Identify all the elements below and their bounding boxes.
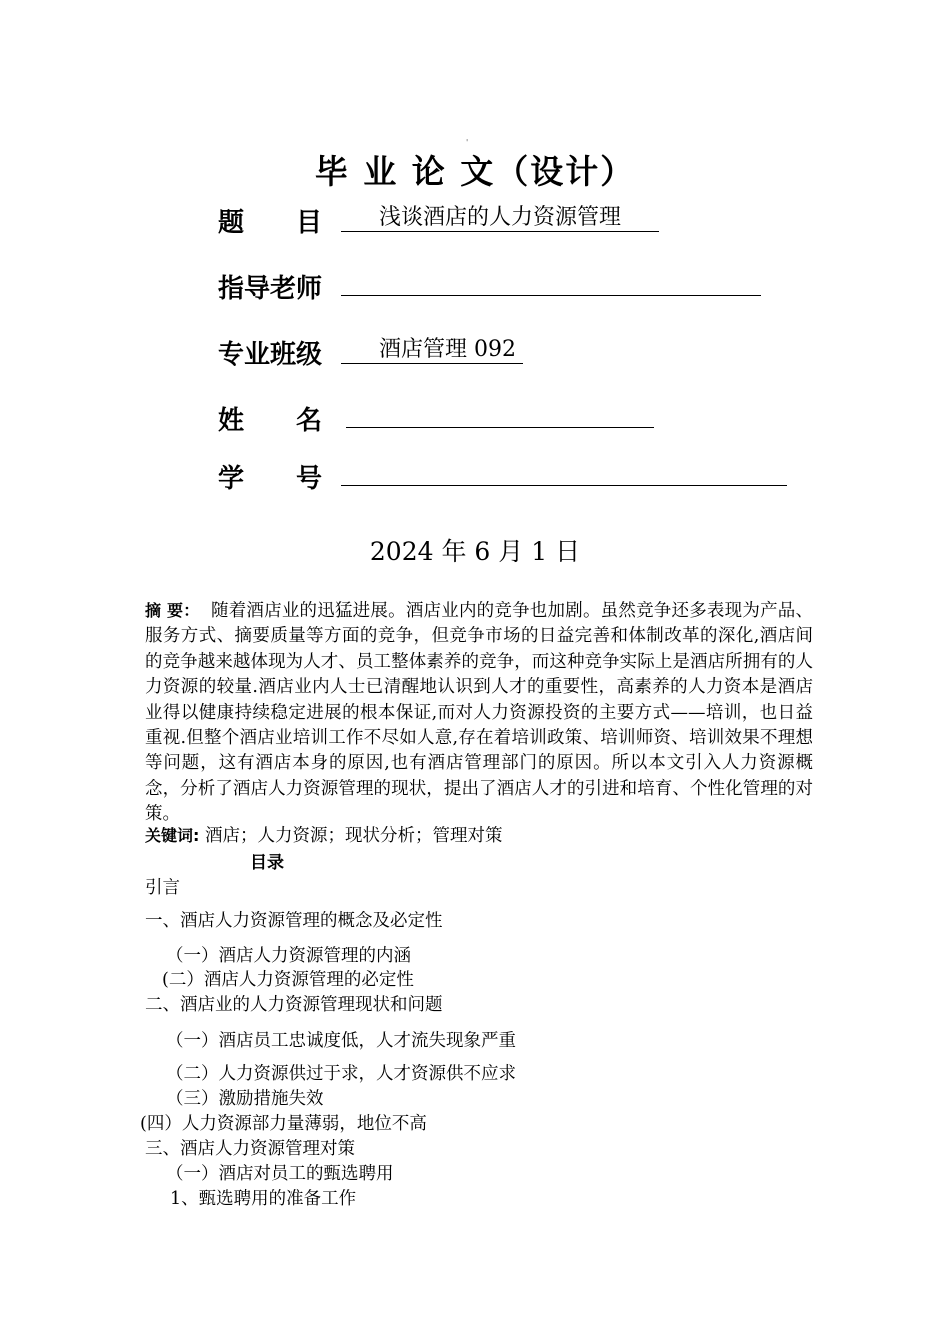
major-class-field: 酒店管理 092 [341, 336, 523, 364]
student-id-field [341, 458, 787, 486]
toc-item: 三、酒店人力资源管理对策 [145, 1139, 355, 1159]
toc-item: （一）酒店对员工的甄选聘用 [166, 1164, 394, 1184]
advisor-label: 指导老师 [218, 274, 323, 304]
toc-item: 二、酒店业的人力资源管理现状和问题 [145, 995, 443, 1015]
toc-item: （一）酒店人力资源管理的内涵 [166, 946, 411, 966]
name-label: 姓 名 [218, 406, 323, 436]
topic-label: 题 目 [218, 208, 323, 238]
abstract [145, 598, 813, 828]
advisor-field [341, 268, 761, 296]
topic-field: 浅谈酒店的人力资源管理 [341, 204, 659, 232]
abstract-label: 摘 要： [145, 601, 200, 620]
toc-item: （三）激励措施失效 [166, 1089, 324, 1109]
toc-item: 1、甄选聘用的准备工作 [170, 1189, 357, 1209]
toc-title: 目录 [250, 853, 284, 873]
toc-item: (二）酒店人力资源管理的必定性 [162, 970, 414, 990]
name-field [346, 400, 654, 428]
keywords [145, 822, 502, 847]
toc-item: 一、酒店人力资源管理的概念及必定性 [145, 911, 443, 931]
student-id-label: 学 号 [218, 464, 323, 494]
toc-item: （二）人力资源供过于求，人才资源供不应求 [166, 1064, 516, 1084]
abstract-text: 随着酒店业的迅猛进展。酒店业内的竞争也加剧。虽然竞争还多表现为产品、服务方式、摘要质量等方面的竞争，但竞争市场的日益完善和体制改革的深化,酒店间的竞争越来越体现为人才、员工整体素养的竞争，而这种竞争实际上是酒店所拥有的人力资源的较量.酒店业内人士已清醒地认识到人才的重要性，高素养的人力资本是酒店业得以健康持续稳定进展的根本保证,而对人力资源投资的主要方式——培训，也日益重视.但整个酒店业培训工作不尽如人意,存在着培训政策、培训师资、培训效果不理想等问题，这有酒店本身的原因,也有酒店管理部门的原因。所以本文引入人力资源概念，分析了酒店人力资源管理的现状，提出了酒店人才的引进和培育、个性化管理的对策。 [145, 601, 813, 825]
header-mark: ' [466, 138, 469, 147]
keywords-text: 酒店；人力资源；现状分析；管理对策 [204, 826, 503, 846]
thesis-title: 毕 业 论 文（设计） [314, 152, 636, 191]
major-class-label: 专业班级 [218, 340, 323, 370]
toc-item: (四）人力资源部力量薄弱，地位不高 [140, 1114, 427, 1134]
keywords-label: 关键词: [145, 826, 200, 845]
toc-item: （一）酒店员工忠诚度低，人才流失现象严重 [166, 1031, 516, 1051]
date: 2024 年 6 月 1 日 [369, 537, 581, 566]
toc-item: 引言 [145, 878, 180, 898]
